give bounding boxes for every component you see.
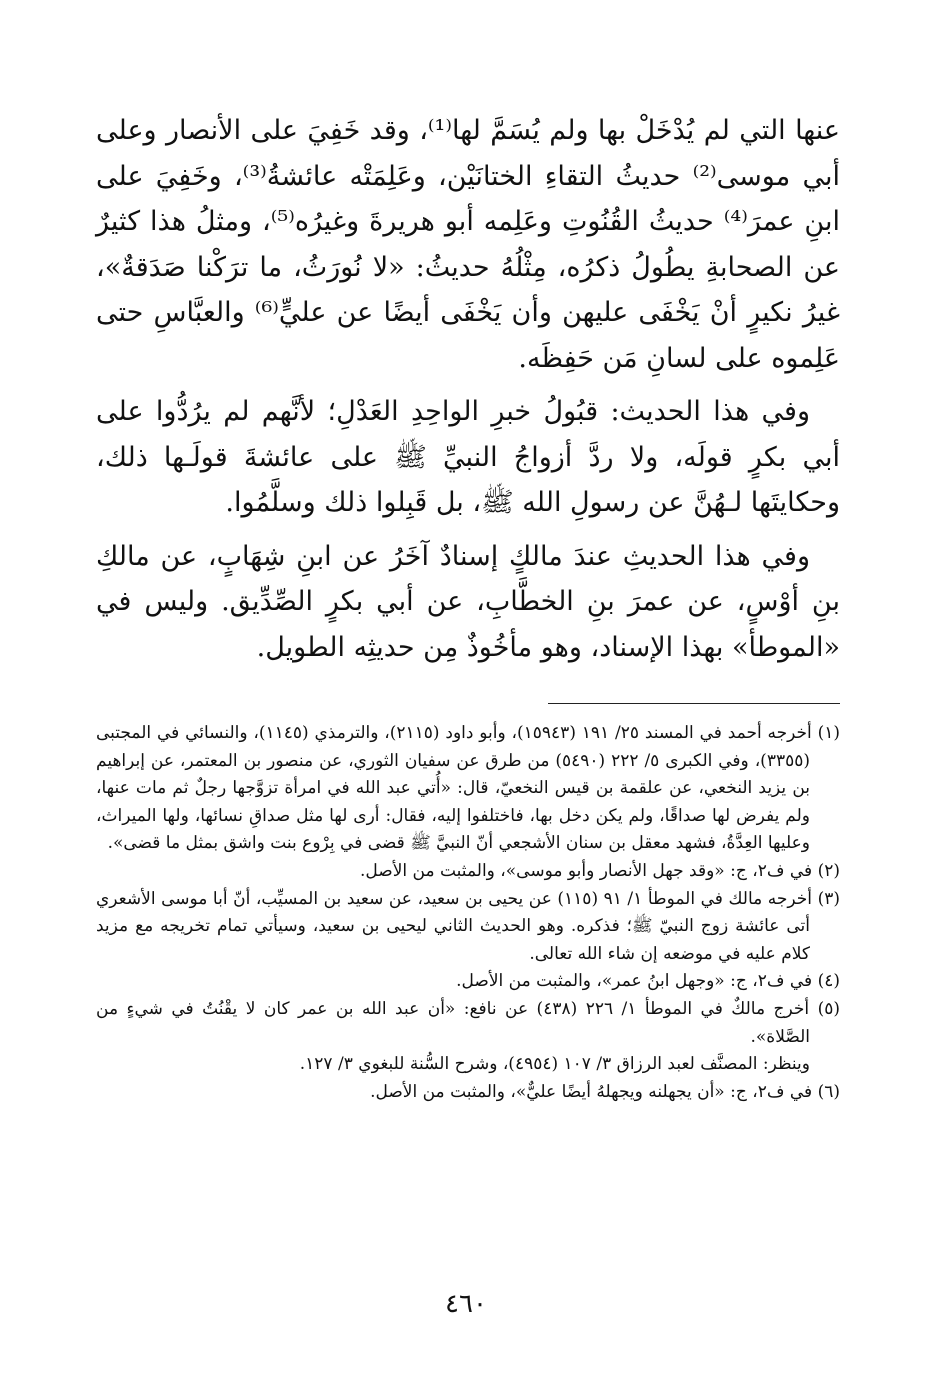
paragraph-1: عنها التي لم يُدْخَلْ بها ولم يُسَمَّ لها⁽¹⁾، وقد خَفِيَ على الأنصار وعلى أبي موسى⁽²⁾ حديثُ التقاءِ الختانَيْن، وعَلِمَتْه عائشةُ⁽³⁾، وخَفِيَ على ابنِ عمرَ⁽⁴⁾ حديثُ القُنُوتِ وعَلِمه أبو هريرةَ وغيرُه⁽⁵⁾، ومثلُ هذا كثيرٌ عن الصحابةِ يطُولُ ذكرُه، مِثْلُهُ حديثُ: «لا نُورَثُ، ما ترَكْنا صَدَقةٌ»، غيرُ نكيرٍ أنْ يَخْفَى عليهن وأن يَخْفَى أيضًا عن عليٍّ⁽⁶⁾ والعبَّاسِ حتى عَلِموه على لسانِ مَن حَفِظَه. (96, 115, 841, 374)
footnote-number: (١) (817, 723, 840, 743)
footnote-number: (٤) (817, 971, 840, 992)
footnote-text: في ف٢، ج: «أن يجهلنه ويجهلهُ أيضًا عليٌّ»، والمثبت من الأصل. (370, 1081, 813, 1102)
paragraph-2: وفي هذا الحديث: قبُولُ خبرِ الواحِدِ العَدْلِ؛ لأنَّهم لم يرُدُّوا على أبي بكرٍ قولَه، ولا ردَّ أزواجُ النبيِّ ﷺ على عائشةَ قولَـها ذلك، وحكايتَها لـهُنَّ عن رسولِ الله ﷺ، بل قَبِلوا ذلك وسلَّمُوا. (96, 396, 840, 518)
footnote-number: (٥) (817, 998, 841, 1019)
footnote-text: في ف٢، ج: «وجهل ابنُ عمر»، والمثبت من الأصل. (456, 971, 813, 992)
footnote-text: أخرجه أحمد في المسند ٢٥/ ١٩١ (١٥٩٤٣)، وأبو داود (٢١١٥)، والترمذي (١١٤٥)، والنسائي في المجتبى (٣٣٥٥)، وفي الكبرى ٥/ ٢٢٢ (٥٤٩٠) من طرق عن سفيان الثوري، عن منصور بن المعتمر، عن إبراهيم بن يزيد النخعي، عن علقمة بن قيس النخعيّ، قال: «أُتي عبد الله في امرأة تزوَّجها رجلٌ ثم مات عنها، ولم يفرض لها صداقًا، ولم يكن دخل بها، فاختلفوا إليه، فقال: أرى لها مثل صداقِ نسائها، ولها الميراث، وعليها العِدَّةُ، فشهد معقل بن سنان الأشجعي أنّ النبيَّ ﷺ قضى في بِرْوع بنت واشق بمثل ما قضى». (96, 723, 812, 854)
footnotes (96, 720, 840, 1106)
footnote-number: (٢) (817, 860, 840, 881)
footnote-2 (96, 858, 840, 886)
footnote-4 (96, 968, 840, 996)
footnote-text: في ف٢، ج: «وقد جهل الأنصار وأبو موسى»، والمثبت من الأصل. (360, 860, 813, 881)
footnote-5 (96, 996, 840, 1051)
footnote-divider (548, 703, 840, 704)
footnote-number: (٣) (817, 888, 840, 909)
footnote-1 (96, 720, 840, 858)
footnote-5-continuation: وينظر: المصنَّف لعبد الرزاق ٣/ ١٠٧ (٤٩٥٤)، وشرح السُّنة للبغوي ٣/ ١٢٧. (299, 1054, 810, 1075)
page-number: ٤٦٠ (445, 1289, 487, 1319)
footnote-6 (96, 1079, 840, 1107)
main-text (96, 108, 840, 670)
footnote-text: أخرجه مالك في الموطأ ١/ ٩١ (١١٥) عن يحيى بن سعيد، عن سعيد بن المسيِّب، أنّ أبا موسى الأشعري أتى عائشة زوج النبيّ ﷺ؛ فذكره. وهو الحديث الثاني ليحيى بن سعيد، وسيأتي تمام تخريجه مع مزيد كلام عليه في موضعه إن شاء الله تعالى. (96, 888, 813, 964)
footnote-3 (96, 886, 840, 969)
paragraph-3: وفي هذا الحديثِ عندَ مالكٍ إسنادٌ آخَرُ عن ابنِ شِهَابٍ، عن مالكِ بنِ أوْسٍ، عن عمرَ بنِ الخطَّابِ، عن أبي بكرٍ الصِّدِّيق. وليس في «الموطأ» بهذا الإسناد، وهو مأخُوذٌ مِن حديثِه الطويل. (96, 540, 840, 663)
footnote-text: أخرج مالكٌ في الموطأ ١/ ٢٢٦ (٤٣٨) عن نافع: «أن عبد الله بن عمر كان لا يقْنُتُ في شيءٍ من الصَّلاة». (96, 998, 810, 1047)
footnote-number: (٦) (817, 1081, 840, 1102)
